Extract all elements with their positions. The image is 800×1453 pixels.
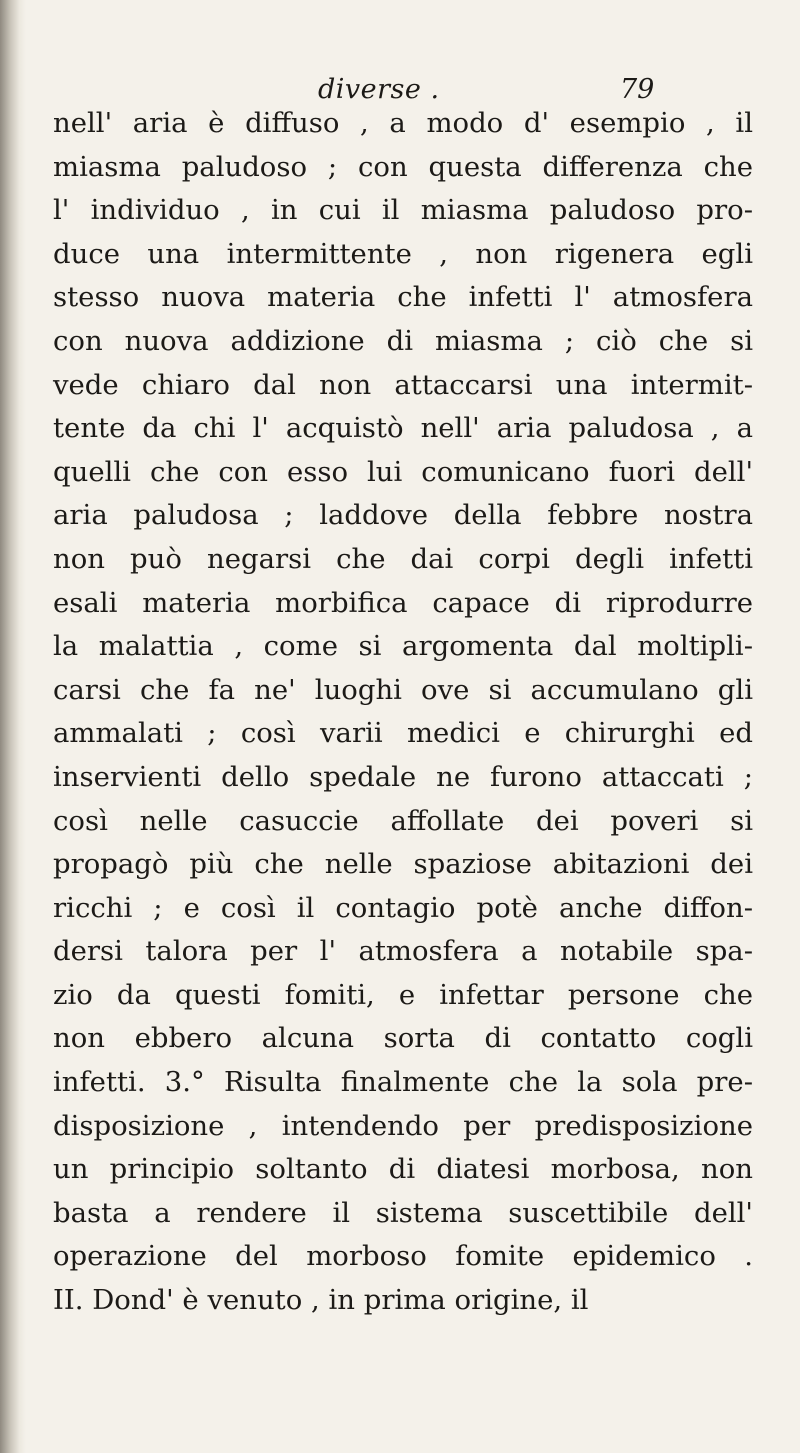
text-line: un principio soltanto di diatesi morbosa, non xyxy=(53,1153,753,1186)
text-line: infetti. 3.° Risulta finalmente che la sola pre- xyxy=(53,1066,753,1099)
text-line: quelli che con esso lui comunicano fuori dell' xyxy=(53,455,753,488)
text-line: carsi che fa ne' luoghi ove si accumulano gli xyxy=(53,673,753,706)
text-line: duce una intermittente , non rigenera egli xyxy=(53,237,753,270)
text-line: II. Dond' è venuto , in prima origine, il xyxy=(53,1284,589,1317)
text-line: miasma paludoso ; con questa differenza che xyxy=(53,150,753,183)
text-line: con nuova addizione di miasma ; ciò che si xyxy=(53,324,753,357)
page-binding-shadow xyxy=(0,0,26,1453)
text-line: ricchi ; e così il contagio potè anche diffon- xyxy=(53,891,753,924)
text-line: non può negarsi che dai corpi degli infetti xyxy=(53,542,753,575)
text-line: tente da chi l' acquistò nell' aria paludosa , a xyxy=(53,412,753,445)
text-line: nell' aria è diffuso , a modo d' esempio , il xyxy=(53,107,753,139)
text-line: non ebbero alcuna sorta di contatto cogli xyxy=(53,1022,753,1055)
text-line: ammalati ; così varii medici e chirurghi ed xyxy=(53,717,753,750)
text-line: disposizione , intendendo per predisposizione xyxy=(53,1109,753,1142)
text-line: vede chiaro dal non attaccarsi una intermit- xyxy=(53,368,753,401)
text-line: operazione del morboso fomite epidemico . xyxy=(53,1240,753,1273)
page-number: 79 xyxy=(620,74,655,105)
text-line: esali materia morbifica capace di riprodurre xyxy=(53,586,753,619)
text-line: propagò più che nelle spaziose abitazioni dei xyxy=(53,848,753,881)
body-text xyxy=(53,102,753,1323)
running-head: diverse . xyxy=(318,74,440,105)
text-line: dersi talora per l' atmosfera a notabile spa- xyxy=(53,935,753,968)
text-line: così nelle casuccie affollate dei poveri si xyxy=(53,804,753,837)
text-line: aria paludosa ; laddove della febbre nostra xyxy=(53,499,753,532)
text-line: zio da questi fomiti, e infettar persone che xyxy=(53,978,753,1011)
text-line: basta a rendere il sistema suscettibile dell' xyxy=(53,1196,753,1229)
text-line: inservienti dello spedale ne furono attaccati ; xyxy=(53,760,753,793)
text-line: stesso nuova materia che infetti l' atmosfera xyxy=(53,281,753,314)
text-line: la malattia , come si argomenta dal moltipli- xyxy=(53,630,753,663)
text-line: l' individuo , in cui il miasma paludoso pro- xyxy=(53,194,753,227)
